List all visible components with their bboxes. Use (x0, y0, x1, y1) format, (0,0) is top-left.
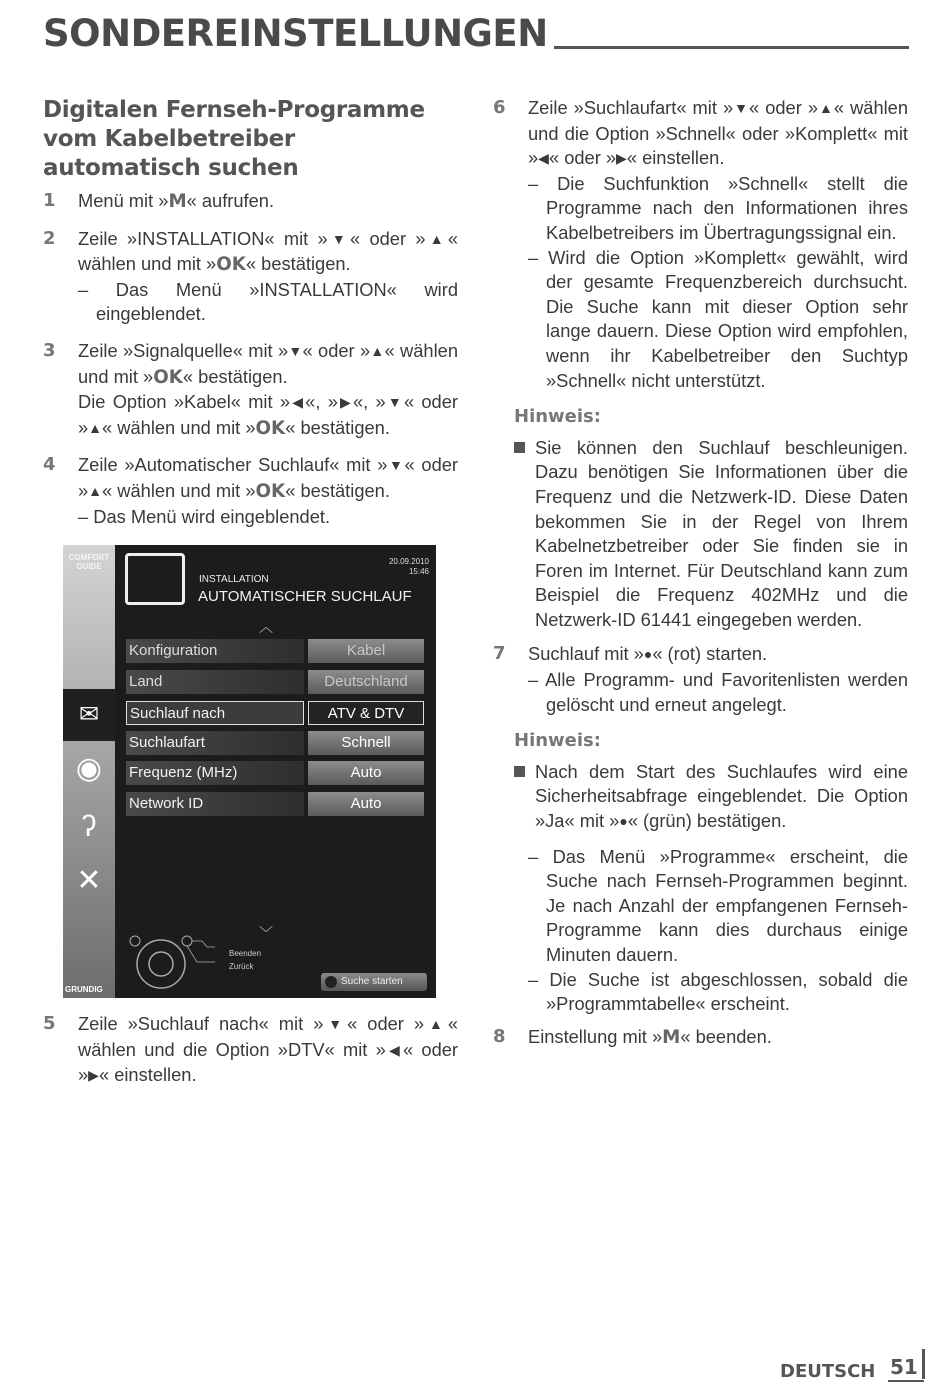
tv-section-label: INSTALLATION (199, 574, 269, 585)
ok-key-label: OK (255, 480, 286, 502)
tv-menu-row[interactable] (126, 701, 424, 725)
tv-menu-row[interactable] (126, 670, 424, 694)
chevron-down-icon: ﹀ (259, 925, 273, 941)
tv-menu-title: AUTOMATISCHER SUCHLAUF (198, 588, 412, 605)
tv-row-value[interactable]: Auto (308, 761, 424, 785)
step-instruction (78, 1012, 458, 1089)
step-text: « oder » (78, 454, 458, 501)
arrow-down-icon: ▼ (385, 394, 404, 411)
tv-row-value[interactable]: Kabel (308, 639, 424, 663)
start-search-label: Suche starten (341, 976, 403, 987)
tv-date: 20.09.2010 (388, 557, 429, 566)
tv-menu-row[interactable] (126, 731, 424, 755)
step-result: – Alle Programm- und Favoritenlisten werden gelöscht und erneut angelegt. (528, 668, 908, 717)
step-text: Zeile »INSTALLATION« mit » (78, 227, 328, 249)
ok-key-label: OK (216, 254, 246, 276)
step-text: « oder » (748, 97, 819, 118)
arrow-left-icon: ◀ (290, 394, 306, 411)
brand-logo: GRUNDIG (65, 985, 103, 994)
arrow-left-icon: ◀ (385, 1041, 403, 1058)
tools-icon: ✕ (76, 864, 102, 897)
installation-logo-icon (125, 553, 185, 605)
tv-row-value[interactable]: Schnell (308, 731, 424, 755)
step-result: – Das Menü »Programme« erscheint, die Suche nach Fernseh-Programmen beginnt. Je nach Anzahl der empfangenen Fernseh-Programme kann dies durchaus einige Minuten dauern. (493, 845, 908, 968)
step-text: « oder » (78, 1038, 458, 1086)
step-number: 2 (43, 227, 56, 249)
note-2 (514, 760, 908, 835)
step-instruction (78, 339, 458, 390)
step-text: « wählen und mit » (78, 339, 458, 387)
tv-row-label: Land (126, 670, 304, 694)
tv-row-label: Suchlaufart (126, 731, 304, 755)
tv-datetime (389, 557, 429, 577)
step-text: « (rot) starten. (652, 643, 768, 665)
arrow-up-icon: ▲ (370, 342, 385, 359)
tv-row-value[interactable]: Deutschland (308, 670, 424, 694)
arrow-up-icon: ▲ (818, 100, 834, 116)
step-text: Zeile »Suchlauf nach« mit » (78, 1013, 324, 1034)
remote-nav-icon (127, 934, 217, 990)
page-title: SONDEREINSTELLUNGEN (43, 14, 554, 54)
step-text: « wählen und mit » (102, 479, 256, 501)
tv-row-label: Konfiguration (126, 639, 304, 663)
step-extra-instruction (78, 390, 458, 441)
nav-back-label: Zurück (229, 962, 254, 971)
step-result: – Wird die Option »Komplett« gewählt, wird der gesamte Frequenzbereich durchsucht. Die Suche kann mit dieser Option sehr lange dauern. Diese Option wird empfohlen, wenn ihr Kabelbetreiber den Suchtyp »Schnell« nicht unterstützt. (528, 246, 908, 394)
step-number: 1 (43, 190, 56, 211)
step-text: Suchlauf mit » (528, 643, 644, 665)
tv-row-value[interactable]: Auto (308, 792, 424, 816)
chevron-up-icon: ︿ (259, 619, 273, 635)
step-text: «, » (305, 391, 338, 413)
tv-menu-screenshot (63, 545, 436, 998)
step-text: « oder » (78, 391, 458, 438)
eye-icon: ◉ (75, 752, 103, 785)
tv-row-label: Suchlauf nach (126, 701, 304, 725)
step-text: « wählen und mit » (102, 416, 256, 438)
step-text: « oder » (548, 147, 617, 169)
step-instruction (78, 189, 458, 215)
step-text: « einstellen. (626, 147, 725, 169)
arrow-left-icon: ◀ (538, 150, 549, 167)
step-item (493, 96, 908, 393)
page-number: 51 (890, 1355, 918, 1379)
step-text: « wählen und die Option »Schnell« oder »Komplett« mit » (528, 97, 909, 169)
note-1 (514, 436, 908, 633)
page-footer (780, 1355, 930, 1385)
bullet-square-icon (514, 766, 525, 777)
arrow-right-icon: ▶ (337, 394, 354, 411)
step-6 (493, 96, 908, 393)
step-7 (493, 642, 908, 717)
ear-icon: ʔ (81, 810, 97, 843)
arrow-up-icon: ▲ (425, 230, 448, 247)
arrow-right-icon: ▶ (616, 150, 627, 167)
color-button-icon: ● (643, 646, 653, 663)
step-item (43, 339, 458, 441)
tv-row-value[interactable]: ATV & DTV (308, 701, 424, 725)
note-1-text: Sie können den Suchlauf beschleunigen. Dazu benötigen Sie Informationen über die Frequenz und die Netzwerk-ID. Diese Daten bekommen Sie in der Regel von Ihrem Kabelnetzbetreiber oder Sie finden sie in Foren im Internet. Für Deutschland kann zum Beispiel die Frequenz 402MHz und die Netzwerk-ID 61441 eingegeben werden. (535, 436, 908, 630)
step-item (43, 1012, 458, 1089)
step-result: – Das Menü »INSTALLATION« wird eingeblendet. (78, 278, 458, 327)
step-text: «, » (353, 391, 386, 413)
footer-language: DEUTSCH (780, 1361, 876, 1382)
step-8 (493, 1025, 908, 1051)
section-heading: Digitalen Fernseh-Programme vom Kabelbetreiber automatisch suchen (43, 97, 425, 181)
step-number: 5 (43, 1013, 56, 1034)
step-text: « beenden. (680, 1025, 772, 1047)
step-number: 3 (43, 339, 56, 361)
tv-row-label: Frequenz (MHz) (126, 761, 304, 785)
note-heading-2: Hinweis: (514, 730, 601, 752)
step-item (493, 1025, 908, 1051)
tv-menu-header (121, 553, 429, 605)
page-number-bar (922, 1349, 925, 1379)
step-text: Zeile »Suchlaufart« mit » (528, 97, 734, 118)
step-instruction (528, 1025, 908, 1051)
tv-sidebar (63, 545, 115, 998)
step-item (43, 453, 458, 529)
step-item (43, 189, 458, 215)
note-heading-1: Hinweis: (514, 406, 601, 428)
arrow-up-icon: ▲ (88, 482, 103, 499)
step-text: Zeile »Automatischer Suchlauf« mit » (78, 454, 388, 476)
installation-icon: ✉ (78, 701, 100, 728)
tv-menu-row[interactable] (126, 792, 424, 816)
step-number: 7 (493, 643, 506, 665)
step-instruction (78, 453, 458, 504)
ok-key-label: OK (255, 417, 286, 439)
left-step-5 (43, 1012, 458, 1101)
comfort-guide-label: COMFORT GUIDE (68, 553, 110, 571)
menu-key-label: M (662, 1026, 681, 1048)
right-column (493, 96, 908, 1062)
step-instruction (528, 96, 908, 172)
arrow-down-icon: ▼ (323, 1016, 348, 1032)
step-text: « oder » (350, 227, 426, 249)
step-text: Die Option »Kabel« mit » (78, 391, 291, 413)
step-text: « einstellen. (98, 1064, 197, 1086)
arrow-up-icon: ▲ (88, 419, 103, 436)
step-result: – Das Menü wird eingeblendet. (78, 505, 458, 530)
nav-end-label: Beenden (229, 949, 262, 958)
red-button-icon (325, 976, 337, 988)
tv-menu-row[interactable] (126, 761, 424, 785)
tv-menu-row[interactable] (126, 639, 424, 663)
step-text: « bestätigen. (285, 416, 390, 438)
step-text: « oder » (347, 1013, 425, 1034)
step-text: Einstellung mit » (528, 1025, 663, 1047)
step-text: « aufrufen. (186, 190, 275, 211)
note-2-results (493, 845, 908, 1017)
step-number: 4 (43, 454, 56, 476)
step-text: « oder » (302, 339, 371, 361)
step-result: – Die Suche ist abgeschlossen, sobald die »Programmtabelle« erscheint. (493, 968, 908, 1017)
step-item (493, 642, 908, 717)
step-result: – Die Suchfunktion »Schnell« stellt die Programme nach den Informationen ihres Kabelbetreibers im Übertragungssignal ein. (528, 172, 908, 246)
step-text: « bestätigen. (245, 253, 351, 275)
tv-row-label: Network ID (126, 792, 304, 816)
step-text: Menü mit » (78, 190, 169, 211)
step-number: 6 (493, 97, 506, 118)
page-number-underline (888, 1380, 924, 1382)
step-instruction (78, 227, 458, 278)
ok-key-label: OK (153, 366, 183, 388)
step-text: « wählen und die Option »DTV« mit » (78, 1013, 458, 1060)
step-text: « bestätigen. (285, 479, 390, 501)
arrow-down-icon: ▼ (387, 457, 405, 474)
arrow-down-icon: ▼ (327, 230, 350, 247)
step-text: « bestätigen. (182, 365, 288, 387)
note-2-text (535, 761, 908, 831)
step-item (43, 227, 458, 327)
step-text: Zeile »Signalquelle« mit » (78, 339, 289, 361)
step-text: « wählen und mit » (78, 227, 458, 275)
color-button-icon: ● (619, 813, 628, 830)
tv-time: 15:46 (408, 567, 429, 576)
step-text: « (grün) bestätigen. (627, 810, 787, 832)
left-steps (43, 189, 458, 529)
step-instruction (528, 642, 908, 668)
step-number: 8 (493, 1025, 506, 1047)
page-header (43, 14, 909, 54)
arrow-down-icon: ▼ (733, 100, 749, 116)
start-search-button[interactable] (321, 973, 427, 991)
arrow-down-icon: ▼ (288, 342, 303, 359)
arrow-right-icon: ▶ (88, 1067, 99, 1084)
step-text: Nach dem Start des Suchlaufes wird eine Sicherheitsabfrage eingeblendet. Die Option »Ja« mit » (535, 760, 908, 832)
menu-key-label: M (168, 191, 187, 212)
arrow-up-icon: ▲ (424, 1016, 448, 1032)
bullet-square-icon (514, 442, 525, 453)
left-column (43, 96, 458, 541)
